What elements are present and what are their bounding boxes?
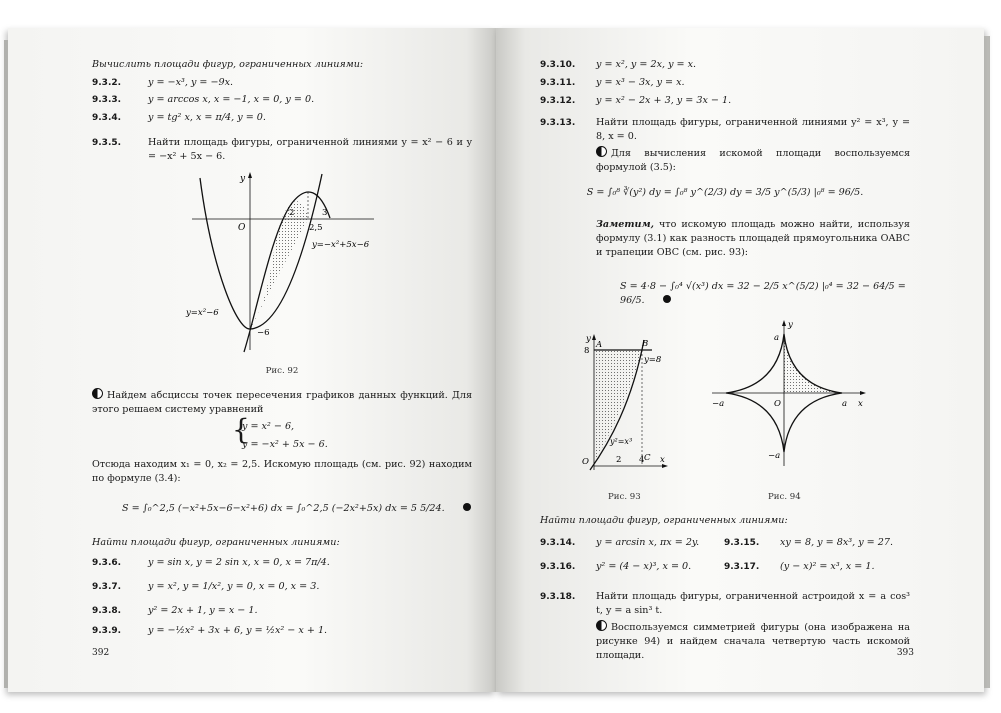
problem-number: 9.3.2. (92, 78, 122, 88)
problem-number: 9.3.3. (92, 95, 122, 105)
problem-text: y² = (4 − x)³, x = 0. (596, 561, 692, 572)
problem-number: 9.3.12. (540, 96, 576, 106)
problem-text: y = arcsin x, πx = 2y. (596, 537, 700, 548)
problem-number: 9.3.13. (540, 118, 576, 128)
y-label: y (586, 334, 591, 344)
end-proof-icon (663, 295, 671, 303)
tick-2: 2 (289, 208, 295, 218)
label-a-right: a (842, 399, 848, 409)
tick-2-5: 2,5 (309, 223, 323, 233)
problem-number: 9.3.10. (540, 60, 576, 70)
tick-8: 8 (584, 346, 590, 356)
problem-text: y = tg² x, x = π/4, y = 0. (148, 112, 266, 123)
x-label: x (858, 399, 863, 409)
solution-9-3-18: Воспользуемся симметрией фигуры (она изображена на рисунке 94) и найдем сначала четвертую часть искомой площади. (596, 622, 910, 661)
problem-number: 9.3.16. (540, 562, 576, 572)
formula-text: S = ∫₀^2,5 (−x²+5x−6−x²+6) dx = ∫₀^2,5 (−2x²+5x) dx = 5 5/24. (122, 503, 445, 514)
problem-text: Найти площадь фигуры, ограниченной астроидой x = a cos³ t, y = a sin³ t. (596, 591, 910, 616)
solution-after: Отсюда находим x₁ = 0, x₂ = 2,5. Искомую площадь (см. рис. 92) находим по формуле (3.4): (92, 459, 472, 484)
page-number-right: 393 (896, 648, 914, 658)
figure-92 (182, 170, 382, 355)
parabola-up (200, 174, 322, 329)
page-number-left: 392 (92, 648, 110, 658)
point-b: B (642, 339, 649, 349)
remark (596, 218, 910, 260)
curve-label-1: y=x²−6 (186, 308, 219, 318)
problem-text: y = −½x² + 3x + 6, y = ½x² − x + 1. (148, 625, 328, 636)
problem-text: y² = 2x + 1, y = x − 1. (148, 605, 258, 616)
label-minus-a-left: −a (712, 399, 725, 409)
caption-92: Рис. 92 (265, 366, 299, 376)
problem-number: 9.3.8. (92, 606, 122, 616)
solution-start-icon (92, 388, 103, 399)
problem-number: 9.3.18. (540, 592, 576, 602)
system-line-2: y = −x² + 5x − 6. (242, 439, 328, 450)
figure-94 (708, 318, 868, 468)
problem-number: 9.3.4. (92, 113, 122, 123)
end-proof-icon (463, 503, 471, 511)
problem-number: 9.3.6. (92, 558, 122, 568)
problem-text: y = x², y = 1/x², y = 0, x = 0, x = 3. (148, 581, 320, 592)
tick-3: 3 (322, 208, 328, 218)
heading-left: Вычислить площади фигур, ограниченных линиями: (92, 59, 364, 70)
heading-left-2: Найти площади фигур, ограниченных линиями: (92, 537, 340, 548)
problem-text: Найти площадь фигуры, ограниченной линиями y² = x³, y = 8, x = 0. (596, 117, 910, 142)
remark-text: что искомую площадь можно найти, используя формулу (3.1) как разность площадей прямоугольника OABC и трапеции OBC (см. рис. 93): (596, 219, 910, 258)
remark-word: Заметим, (596, 219, 654, 230)
y-label: y (788, 320, 793, 330)
problem-text: xy = 8, y = 8x³, y = 27. (780, 537, 894, 548)
tick-minus-6: −6 (257, 328, 270, 338)
formula-area (122, 502, 472, 516)
label-minus-a-bottom: −a (768, 451, 781, 461)
origin-label: O (238, 223, 246, 233)
line-label: y=8 (644, 355, 662, 365)
origin-label: O (582, 457, 589, 467)
system-line-1: y = x² − 6, (242, 421, 295, 432)
shaded-region (250, 201, 308, 329)
problem-text: y = x³ − 3x, y = x. (596, 77, 685, 88)
equation-system: { y = x² − 6, y = −x² + 5x − 6. (242, 420, 472, 452)
problem-number: 9.3.15. (724, 538, 760, 548)
problem-text: y = arccos x, x = −1, x = 0, y = 0. (148, 94, 315, 105)
tick-2: 2 (616, 455, 622, 465)
point-c: C (644, 453, 651, 463)
problem-text: y = sin x, y = 2 sin x, x = 0, x = 7π/4. (148, 557, 330, 568)
solution-9-3-13: Для вычисления искомой площади воспользуемся формулой (3.5): (596, 148, 910, 173)
solution-start-icon (596, 620, 607, 631)
curve-label: y²=x³ (610, 437, 633, 446)
tick-4: 4 (639, 455, 645, 465)
problem-text: Найти площадь фигуры, ограниченной линиями y = x² − 6 и y = −x² + 5x − 6. (148, 137, 472, 162)
problem-text: y = x², y = 2x, y = x. (596, 59, 697, 70)
left-page (8, 28, 496, 692)
caption-93: Рис. 93 (608, 492, 641, 502)
problem-text: (y − x)² = x³, x = 1. (780, 561, 875, 572)
problem-number: 9.3.14. (540, 538, 576, 548)
problem-number: 9.3.7. (92, 582, 122, 592)
problem-text: y = x² − 2x + 3, y = 3x − 1. (596, 95, 732, 106)
solution-intro: Найдем абсциссы точек пересечения графиков данных функций. Для этого решаем систему уравнений (92, 390, 472, 415)
problem-number: 9.3.9. (92, 626, 122, 636)
caption-94: Рис. 94 (768, 492, 801, 502)
formula-2: S = 4·8 − ∫₀⁴ √(x³) dx = 32 − 2/5 x^(5/2) |₀⁴ = 32 − 64/5 = 96/5. (620, 281, 906, 306)
heading-right: Найти площади фигур, ограниченных линиями: (540, 515, 788, 526)
problem-number: 9.3.17. (724, 562, 760, 572)
label-a-top: a (774, 333, 780, 343)
right-page (496, 28, 984, 692)
problem-number: 9.3.5. (92, 138, 122, 148)
origin-label: O (774, 399, 781, 409)
problem-number: 9.3.11. (540, 78, 576, 88)
point-a: A (596, 340, 603, 350)
x-label: x (660, 455, 665, 465)
curve-label-2: y=−x²+5x−6 (312, 240, 370, 250)
formula-1: S = ∫₀⁸ ∛(y²) dy = ∫₀⁸ y^(2/3) dy = 3/5 y^(5/3) |₀⁸ = 96/5. (586, 187, 864, 198)
solution-start-icon (596, 146, 607, 157)
problem-text: y = −x³, y = −9x. (148, 77, 234, 88)
y-label: y (240, 174, 246, 184)
figure-93 (580, 332, 670, 472)
